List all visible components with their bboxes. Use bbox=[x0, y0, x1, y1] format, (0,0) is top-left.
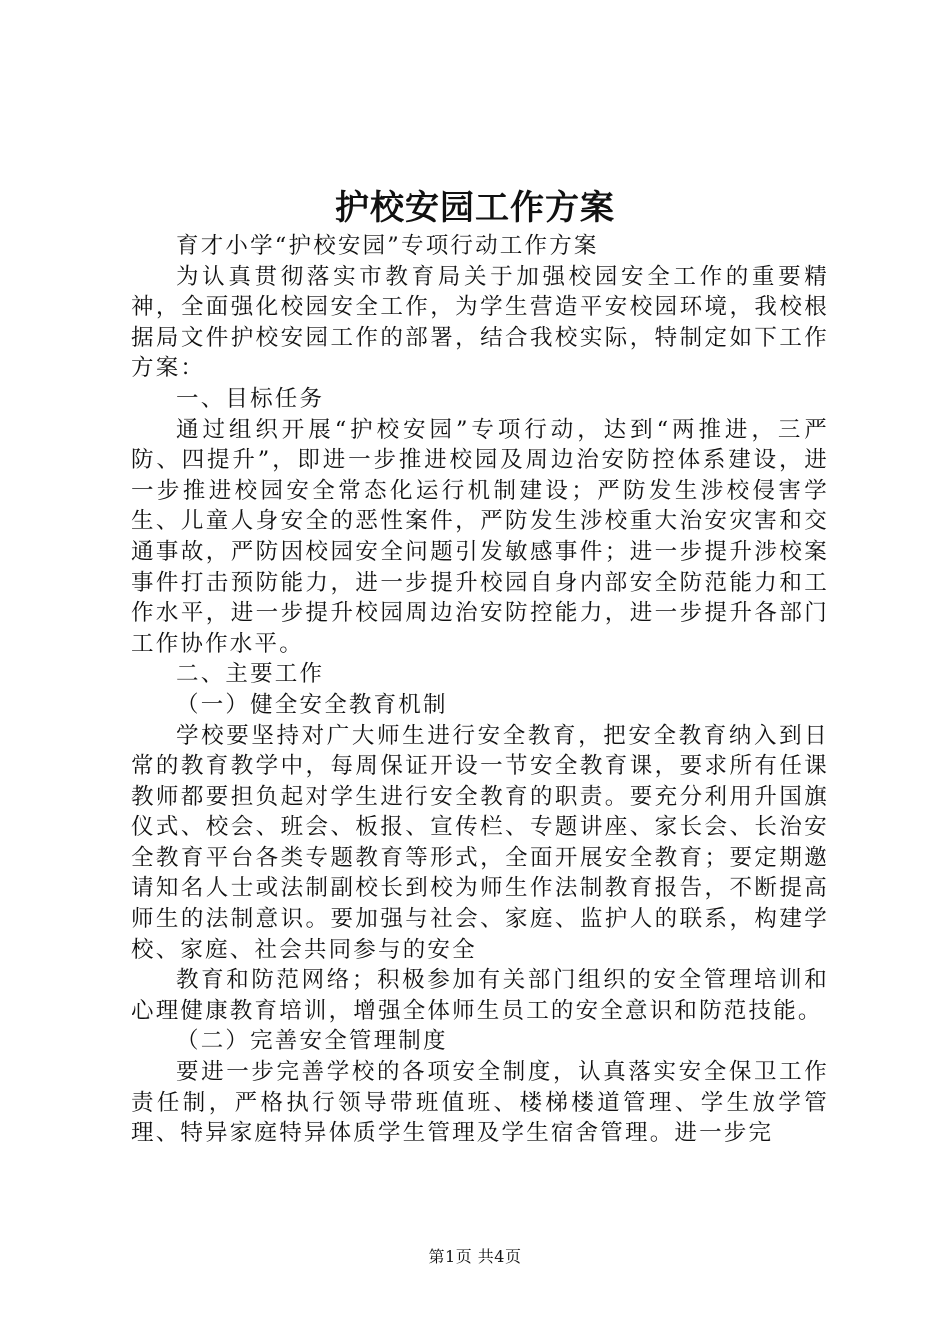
subsection-heading-management: （二）完善安全管理制度 bbox=[176, 1028, 448, 1055]
paragraph-management: 要进一步完善学校的各项安全制度，认真落实安全保卫工作责任制，严格执行领导带班值班、楼梯楼道管理、学生放学管理、特异家庭特异体质学生管理及学生宿舍管理。进一步完 bbox=[131, 1059, 829, 1147]
paragraph-goals: 通过组织开展“护校安园”专项行动，达到“两推进，三严防、四提升”，即进一步推进校园及周边治安防控体系建设，进一步推进校园安全常态化运行机制建设；严防发生涉校侵害学生、儿童人身安全的恶性案件，严防发生涉校重大治安灾害和交通事故，严防因校园安全问题引发敏感事件；进一步提升涉校案事件打击预防能力，进一步提升校园自身内部安全防范能力和工作水平，进一步提升校园周边治安防控能力，进一步提升各部门工作协作水平。 bbox=[131, 416, 829, 657]
paragraph-intro: 为认真贯彻落实市教育局关于加强校园安全工作的重要精神，全面强化校园安全工作，为学生营造平安校园环境，我校根据局文件护校安园工作的部署，结合我校实际，特制定如下工作方案： bbox=[131, 263, 829, 382]
document-body bbox=[131, 231, 829, 1149]
section-heading-goals: 一、目标任务 bbox=[176, 385, 325, 412]
paragraph-education: 学校要坚持对广大师生进行安全教育，把安全教育纳入到日常的教育教学中，每周保证开设一节安全教育课，要求所有任课教师都要担负起对学生进行安全教育的职责。要充分利用升国旗仪式、校会、班会、板报、宣传栏、专题讲座、家长会、长治安全教育平台各类专题教育等形式，全面开展安全教育；要定期邀请知名人士或法制副校长到校为师生作法制教育报告，不断提高师生的法制意识。要加强与社会、家庭、监护人的联系，构建学校、家庭、社会共同参与的安全 bbox=[131, 722, 829, 963]
paragraph-subtitle: 育才小学“护校安园”专项行动工作方案 bbox=[176, 233, 599, 259]
page-number-footer: 第1页 共4页 bbox=[428, 1247, 522, 1266]
subsection-heading-education: （一）健全安全教育机制 bbox=[176, 691, 448, 718]
paragraph-education-continued: 教育和防范网络；积极参加有关部门组织的安全管理培训和心理健康教育培训，增强全体师生员工的安全意识和防范技能。 bbox=[131, 967, 829, 1024]
document-title: 护校安园工作方案 bbox=[335, 188, 615, 228]
section-heading-main-work: 二、主要工作 bbox=[176, 661, 325, 688]
